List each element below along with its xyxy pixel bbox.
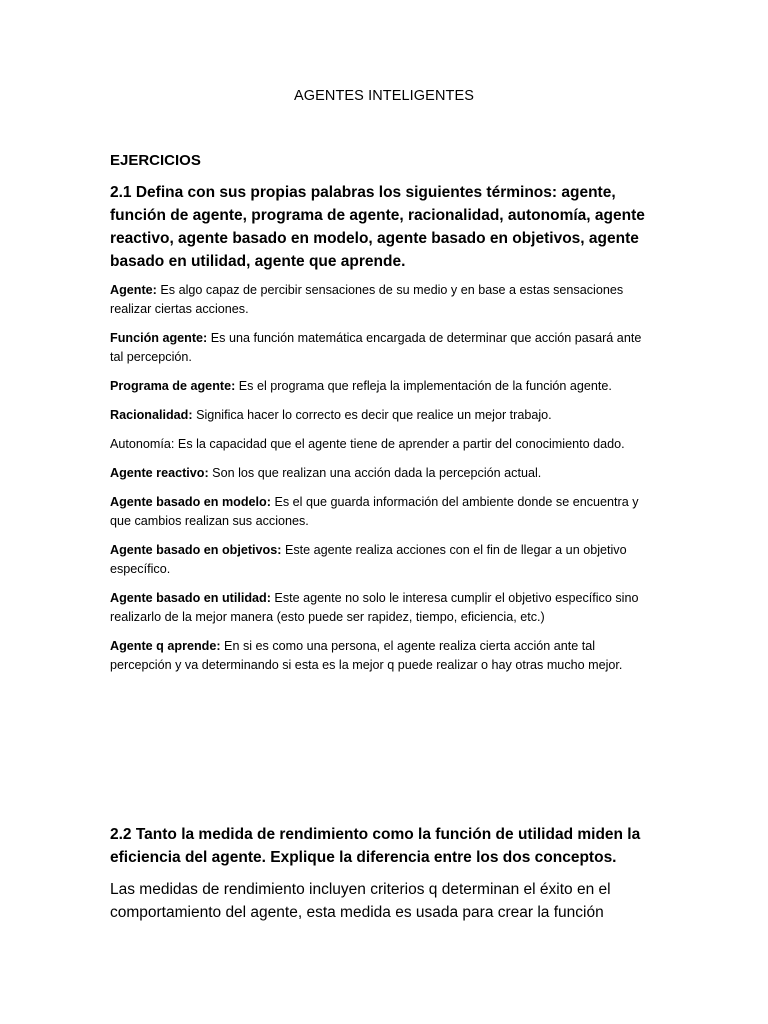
definition-text: Significa hacer lo correcto es decir que realice un mejor trabajo. bbox=[192, 408, 552, 422]
definition-text: Es algo capaz de percibir sensaciones de su medio y en base a estas sensaciones realizar ciertas acciones. bbox=[110, 283, 624, 316]
definition-term: Agente basado en modelo: bbox=[110, 495, 271, 509]
definition-term: Agente reactivo: bbox=[110, 466, 209, 480]
definition-term: Agente q aprende: bbox=[110, 639, 221, 653]
definition-term: Agente basado en objetivos: bbox=[110, 543, 282, 557]
definition-item bbox=[110, 589, 658, 627]
document-title: AGENTES INTELIGENTES bbox=[293, 88, 475, 104]
definition-term: Función agente: bbox=[110, 331, 208, 345]
definition-term: Programa de agente: bbox=[110, 379, 236, 393]
definition-text: Es el que guarda información del ambiente donde se encuentra y que cambios realizan sus acciones. bbox=[110, 495, 639, 528]
definition-term: Agente basado en utilidad: bbox=[110, 591, 271, 605]
definition-term: Racionalidad: bbox=[110, 408, 193, 422]
question-2-2: 2.2 Tanto la medida de rendimiento como la función de utilidad miden la eficiencia del agente. Explique la diferencia entre los dos conceptos. bbox=[110, 826, 641, 866]
definition-item bbox=[110, 406, 658, 425]
definition-text: En si es como una persona, el agente realiza cierta acción ante tal percepción y va determinando si esta es la mejor q puede realizar o hay otras mucho mejor. bbox=[110, 639, 623, 672]
definition-item bbox=[110, 637, 658, 675]
definition-item bbox=[110, 377, 658, 396]
definition-term: Autonomía: bbox=[110, 437, 175, 451]
definitions-list bbox=[110, 281, 658, 685]
definition-item bbox=[110, 493, 658, 531]
definition-item bbox=[110, 281, 658, 319]
definition-text: Es la capacidad que el agente tiene de aprender a partir del conocimiento dado. bbox=[174, 437, 625, 451]
definition-item bbox=[110, 329, 658, 367]
answer-2-2: Las medidas de rendimiento incluyen criterios q determinan el éxito en el comportamiento del agente, esta medida es usada para crear la función bbox=[110, 881, 611, 921]
definition-text: Este agente realiza acciones con el fin de llegar a un objetivo específico. bbox=[110, 543, 627, 576]
question-2-1: 2.1 Defina con sus propias palabras los siguientes términos: agente, función de agente, programa de agente, racionalidad, autonomía, agente reactivo, agente basado en modelo, agente basado en objetivos, agente basado en utilidad, agente que aprende. bbox=[110, 184, 645, 270]
definition-item bbox=[110, 464, 658, 483]
definition-text: Son los que realizan una acción dada la percepción actual. bbox=[208, 466, 542, 480]
definition-term: Agente: bbox=[110, 283, 157, 297]
definition-item bbox=[110, 435, 658, 454]
definition-text: Este agente no solo le interesa cumplir el objetivo específico sino realizarlo de la mejor manera (esto puede ser rapidez, tiempo, eficiencia, etc.) bbox=[110, 591, 639, 624]
section-heading: EJERCICIOS bbox=[110, 152, 201, 169]
definition-text: Es el programa que refleja la implementación de la función agente. bbox=[235, 379, 612, 393]
definition-item bbox=[110, 541, 658, 579]
definition-text: Es una función matemática encargada de determinar que acción pasará ante tal percepción. bbox=[110, 331, 642, 364]
